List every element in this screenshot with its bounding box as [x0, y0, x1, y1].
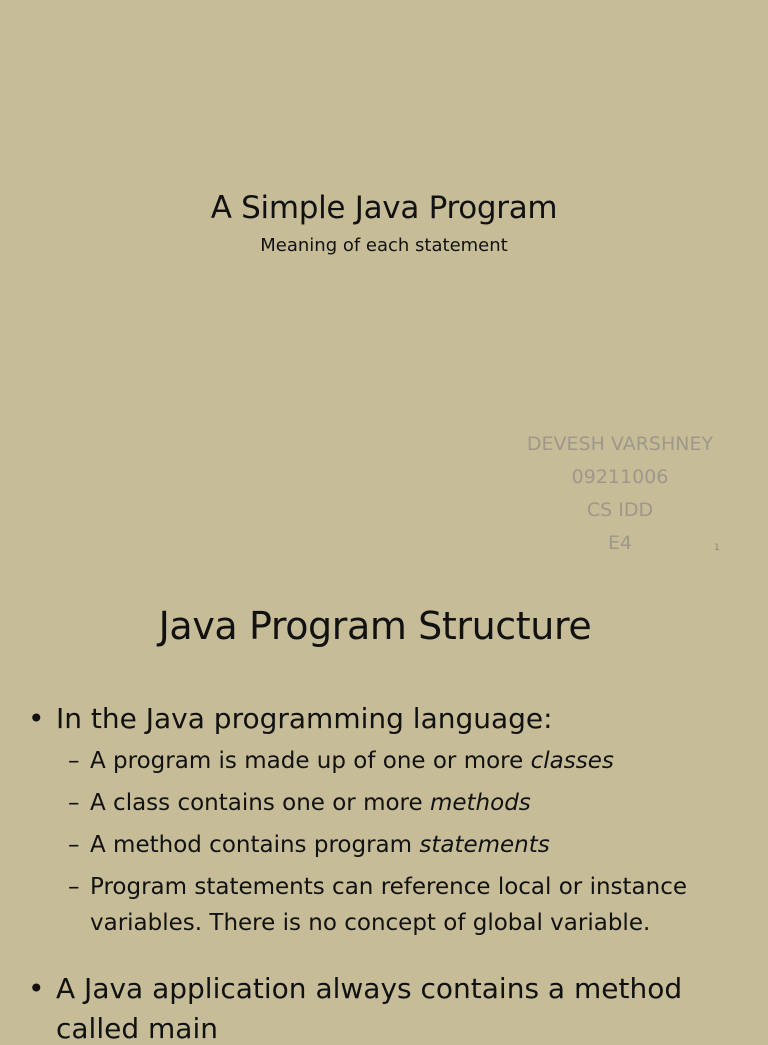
slide-subtitle: Meaning of each statement [260, 235, 508, 256]
emphasis-text: methods [429, 790, 531, 816]
slide-2 [0, 576, 768, 1045]
bullet-item [28, 972, 682, 1005]
slide-title: Java Program Structure [158, 604, 592, 648]
sub-bullet-continuation: variables. There is no concept of global variable. [90, 910, 651, 936]
author-section: E4 [607, 532, 633, 554]
emphasis-text: classes [530, 748, 614, 774]
bullet-continuation: called main [56, 1012, 218, 1045]
author-roll-number: 09211006 [571, 466, 669, 488]
sub-bullet-item [68, 832, 550, 858]
slide-title: A Simple Java Program [210, 190, 558, 226]
emphasis-text: statements [419, 832, 550, 858]
bullet-text: In the Java programming language: [56, 702, 553, 735]
dash-marker: – [68, 790, 80, 816]
sub-bullet-item [68, 790, 531, 816]
sub-bullet-text: Program statements can reference local or instance [90, 874, 688, 900]
dash-marker: – [68, 874, 80, 900]
sub-bullet-text: A program is made up of one or more [90, 748, 531, 774]
author-block [520, 428, 720, 560]
bullet-marker: • [28, 702, 45, 735]
slide-number: 1 [714, 543, 720, 553]
sub-bullet-text: A method contains program [90, 832, 420, 858]
sub-bullet-item [68, 874, 687, 900]
sub-bullet-text: A class contains one or more [90, 790, 430, 816]
bullet-text: A Java application always contains a method [56, 972, 683, 1005]
dash-marker: – [68, 832, 80, 858]
author-program: CS IDD [586, 499, 654, 521]
author-name: DEVESH VARSHNEY [526, 433, 714, 455]
bullet-marker: • [28, 972, 45, 1005]
sub-bullet-item [68, 748, 614, 774]
bullet-item [28, 702, 553, 735]
dash-marker: – [68, 748, 80, 774]
